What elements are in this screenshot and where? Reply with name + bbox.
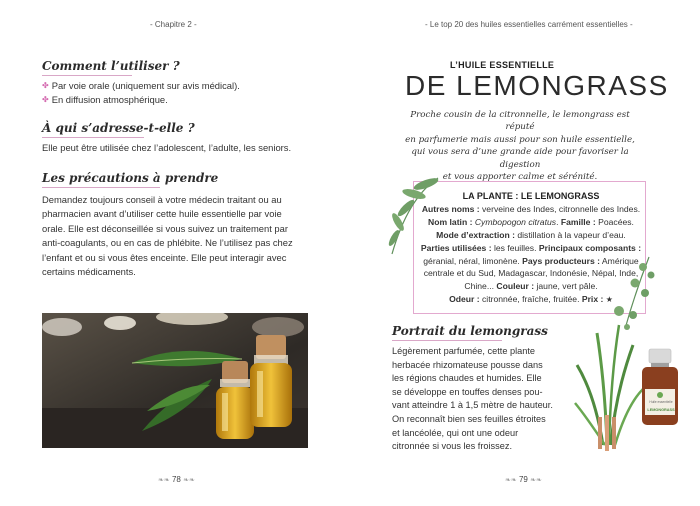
section-title-how-to-use: Comment l’utiliser ? xyxy=(42,59,180,73)
section-title-precautions: Les précautions à prendre xyxy=(42,171,219,185)
oil-bottles-illustration xyxy=(42,313,308,448)
bottle-label-small: Huile essentielle xyxy=(649,400,673,404)
section-title-portrait: Portrait du lemongrass xyxy=(392,324,548,338)
page-number-right: ❧❧ 79 ❧❧ xyxy=(505,475,542,484)
running-head-right: - Le top 20 des huiles essentielles carrément essentielles - xyxy=(425,20,633,29)
flower-bullet-icon: ✤ xyxy=(42,81,49,90)
plant-info-title: LA PLANTE : LE LEMONGRASS xyxy=(462,191,600,201)
plant-parts: Parties utilisées : les feuilles. Principaux composants : xyxy=(420,242,642,253)
list-item: ✤ Par voie orale (uniquement sur avis médical). xyxy=(42,79,322,93)
intro-text: Proche cousin de la citronnelle, le lemongrass est réputé en parfumerie mais aussi pour son huile essentielle, qui vous sera d’une grande aide pour favoriser la digestion et vous apporter calme et sérénité. xyxy=(405,110,635,183)
plant-latin-name: Nom latin : Cymbopogon citratus. Famille : Poacées. xyxy=(428,216,634,227)
flower-bullet-icon: ✤ xyxy=(42,95,49,105)
precautions-text: Demandez toujours conseil à votre médecin traitant ou au pharmacien avant d’utiliser cette huile essentielle par voie orale. Elle est déconseillée si vous suivez un traitement par anti-coagulants, ou en cas de phlébite. Ne l’utilisez pas chez l’enfant et ou si vous êtes enceinte. Elle peut interagir avec certains médicaments. xyxy=(42,194,293,278)
title-underline xyxy=(42,137,144,138)
section-title-audience: À qui s’adresse-t-elle ? xyxy=(42,121,195,135)
plant-info-text xyxy=(414,190,648,307)
plant-extraction: Mode d’extraction : distillation à la vapeur d’eau. xyxy=(436,229,626,240)
leaf-ornament-icon: ❧❧ xyxy=(183,477,195,484)
title-underline xyxy=(42,75,132,76)
title-underline xyxy=(42,187,160,188)
audience-text: Elle peut être utilisée chez l’adolescent, l’adulte, les seniors. xyxy=(42,142,292,153)
usage-list xyxy=(42,79,322,108)
essential-oil-photo xyxy=(42,313,308,448)
leaf-ornament-icon: ❧❧ xyxy=(505,477,517,484)
page-title: DE LEMONGRASS xyxy=(405,70,669,101)
oil-kicker: L’HUILE ESSENTIELLE xyxy=(450,60,555,70)
list-item: ✤ En diffusion atmosphérique. xyxy=(42,93,322,107)
price-star-icon: ★ xyxy=(605,295,613,305)
page-number-left: ❧❧ 78 ❧❧ xyxy=(158,475,195,484)
portrait-text: Légèrement parfumée, cette plante herbacée rhizomateuse pousse dans les régions chaudes et humides. Elle se développe en touffes denses pou- vant atteindre 1 à 1,5 mètre de hauteur. On reconnaît bien ses feuilles étroites et lancéolée, qui ont une odeur citronnée si vous les froissez. xyxy=(392,346,553,452)
plant-producers: centrale et du Sud, Madagascar, Indonésie, Népal, Inde, xyxy=(423,268,639,279)
leaf-ornament-icon: ❧❧ xyxy=(158,477,170,484)
plant-color: Chine... Couleur : jaune, vert pâle. xyxy=(464,281,598,292)
plant-components: géranial, néral, limonène. Pays producteurs : Amérique xyxy=(423,255,639,266)
lemongrass-plant-illustration xyxy=(575,325,645,455)
bottle-label: LEMONGRASS xyxy=(647,408,675,412)
leaf-ornament-icon: ❧❧ xyxy=(530,477,542,484)
plant-other-names: Autres noms : verveine des Indes, citronnelle des Indes. xyxy=(421,203,641,214)
title-underline xyxy=(392,340,502,341)
plant-odor: Odeur : citronnée, fraîche, fruitée. Prix : ★ xyxy=(449,294,613,305)
running-head-left: - Chapitre 2 - xyxy=(150,20,197,29)
essential-oil-bottle-icon xyxy=(640,349,680,427)
